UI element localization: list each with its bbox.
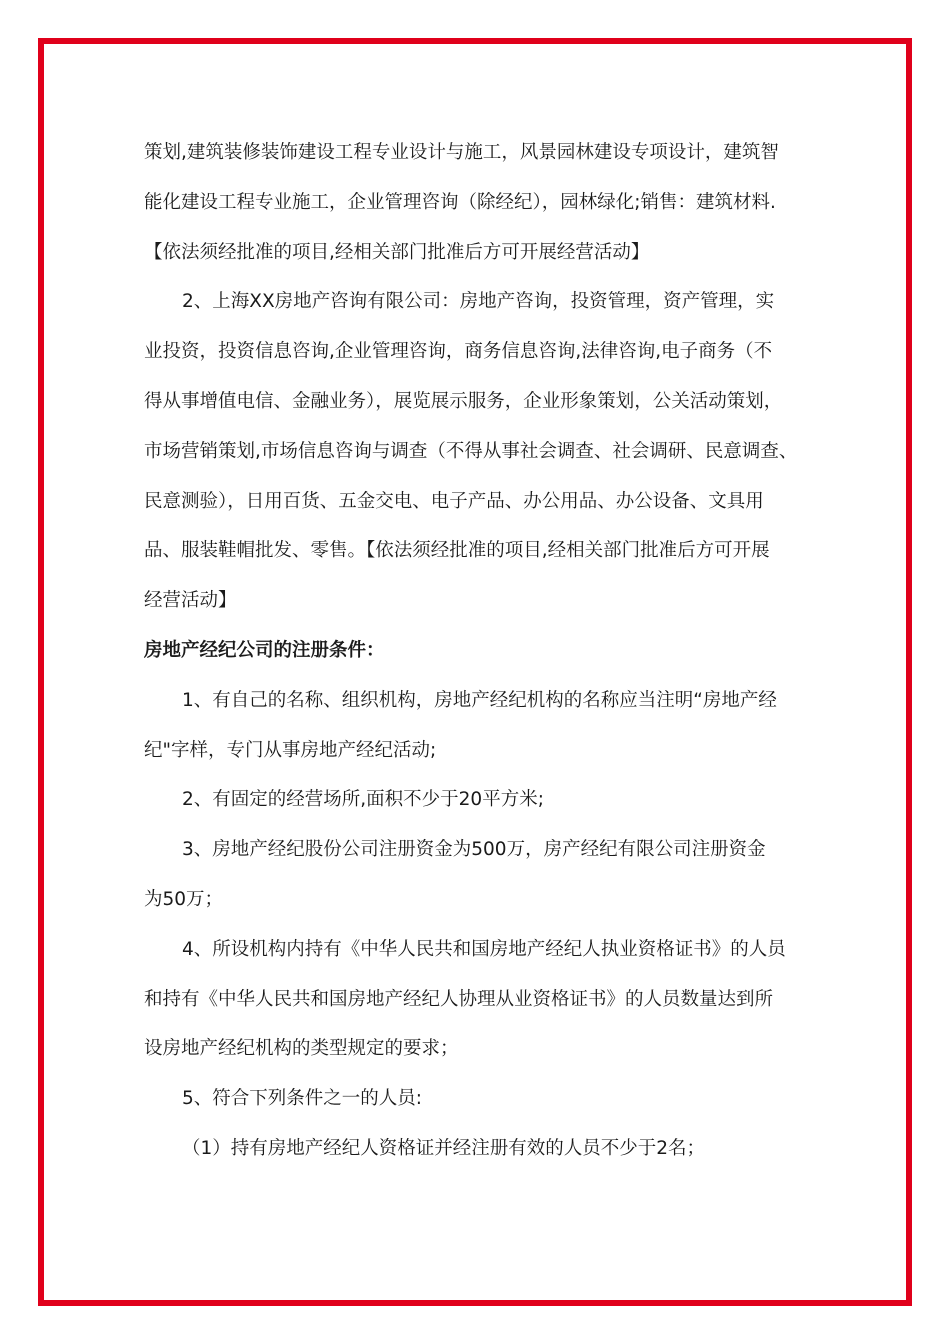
text-line: 经营活动】 bbox=[144, 590, 237, 612]
text-line: 3、房地产经纪股份公司注册资金为500万，房产经纪有限公司注册资金 bbox=[182, 839, 766, 861]
text-line: 策划,建筑装修装饰建设工程专业设计与施工，风景园林建设专项设计，建筑智 bbox=[144, 142, 779, 163]
text-line: 2、上海XX房地产咨询有限公司：房地产咨询，投资管理，资产管理，实 bbox=[182, 291, 775, 313]
text-line: 业投资，投资信息咨询,企业管理咨询，商务信息咨询,法律咨询,电子商务（不 bbox=[144, 341, 773, 363]
text-line: 1、有自己的名称、组织机构，房地产经纪机构的名称应当注明“房地产经 bbox=[182, 689, 777, 711]
text-line: （1）持有房地产经纪人资格证并经注册有效的人员不少于2名； bbox=[182, 1137, 706, 1159]
text-line: 4、所设机构内持有《中华人民共和国房地产经纪人执业资格证书》的人员 bbox=[182, 938, 786, 960]
text-line: 得从事增值电信、金融业务），展览展示服务，企业形象策划，公关活动策划， bbox=[144, 390, 783, 412]
text-line: 民意测验），日用百货、五金交电、电子产品、办公用品、办公设备、文具用 bbox=[144, 490, 764, 512]
document-body bbox=[144, 128, 816, 1174]
text-line: 5、符合下列条件之一的人员: bbox=[182, 1088, 423, 1110]
text-line: 纪"字样，专门从事房地产经纪活动; bbox=[144, 739, 437, 761]
text-line: 能化建设工程专业施工，企业管理咨询（除经纪），园林绿化;销售：建筑材料. bbox=[144, 191, 776, 213]
text-line: 设房地产经纪机构的类型规定的要求； bbox=[144, 1038, 459, 1060]
text-line: 【依法须经批准的项目,经相关部门批准后方可开展经营活动】 bbox=[144, 241, 650, 263]
text-line: 和持有《中华人民共和国房地产经纪人协理从业资格证书》的人员数量达到所 bbox=[144, 988, 774, 1010]
text-line: 市场营销策划,市场信息咨询与调查（不得从事社会调查、社会调研、民意调查、 bbox=[144, 440, 798, 462]
text-line: 为50万； bbox=[144, 888, 224, 910]
text-line: 2、有固定的经营场所,面积不少于20平方米; bbox=[182, 789, 544, 811]
text-line: 品、服装鞋帽批发、零售。【依法须经批准的项目,经相关部门批准后方可开展 bbox=[144, 540, 770, 562]
section-heading: 房地产经纪公司的注册条件： bbox=[144, 639, 385, 661]
